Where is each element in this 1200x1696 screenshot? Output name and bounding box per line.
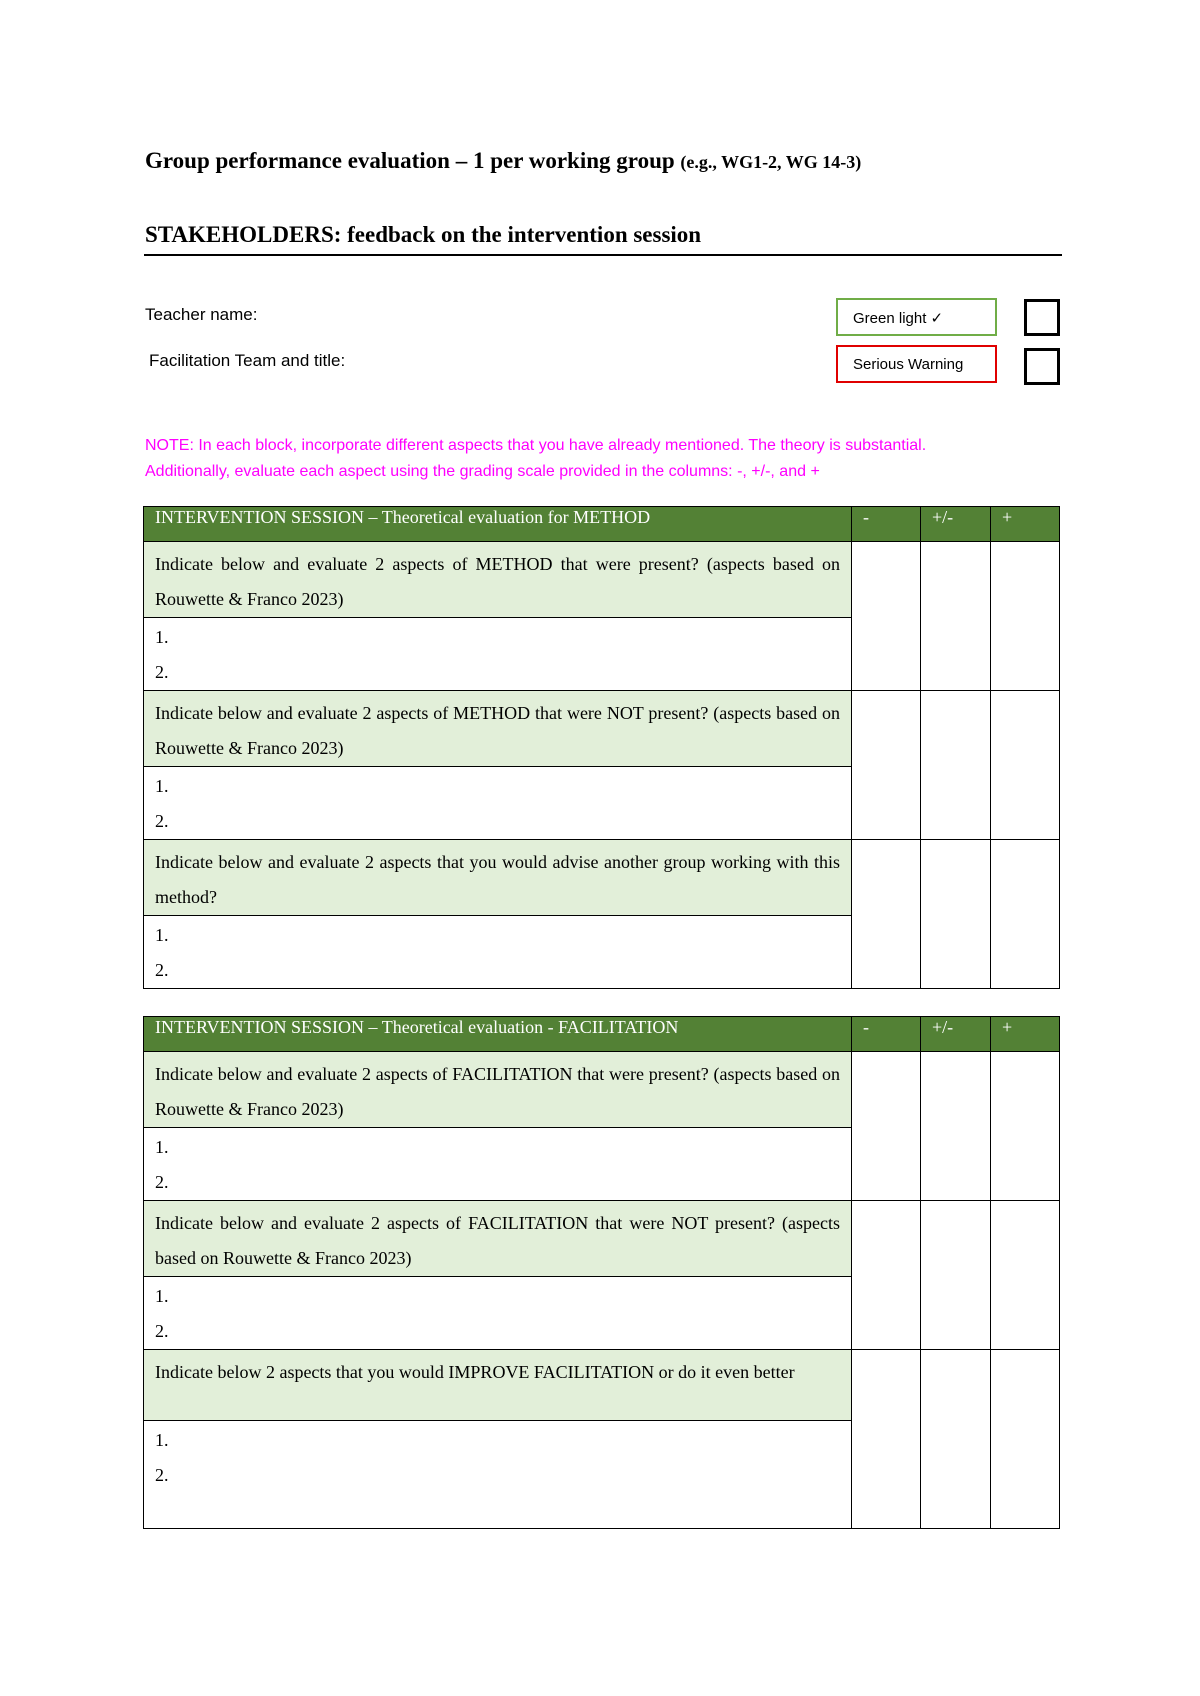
serious-warning-checkbox[interactable] bbox=[1024, 348, 1060, 385]
serious-warning-label: Serious Warning bbox=[836, 345, 997, 383]
grade-cell-neutral[interactable] bbox=[921, 542, 991, 691]
grade-cell-plus[interactable] bbox=[991, 1201, 1060, 1350]
grade-header-minus: - bbox=[852, 1017, 921, 1052]
answer-item: 1. bbox=[155, 776, 169, 796]
title-example: (e.g., WG1-2, WG 14-3) bbox=[680, 152, 862, 172]
question-row bbox=[144, 691, 1060, 767]
section-subtitle: STAKEHOLDERS: feedback on the intervention session bbox=[145, 222, 702, 247]
answer-item: 2. bbox=[155, 1465, 169, 1485]
grade-cell-minus[interactable] bbox=[852, 542, 921, 691]
title-main: Group performance evaluation – 1 per working group bbox=[145, 148, 675, 173]
note-line-2: Additionally, evaluate each aspect using the grading scale provided in the columns: -, +/-, and + bbox=[145, 463, 820, 480]
grade-cell-minus[interactable] bbox=[852, 840, 921, 989]
question-cell: Indicate below and evaluate 2 aspects of FACILITATION that were NOT present? (aspects based on Rouwette & Franco 2023) bbox=[144, 1201, 852, 1277]
note-line-1: NOTE: In each block, incorporate different aspects that you have already mentioned. The theory is substantial. bbox=[145, 437, 927, 454]
facilitation-evaluation-table bbox=[143, 1016, 1060, 1529]
grade-cell-plus[interactable] bbox=[991, 1350, 1060, 1529]
grade-cell-neutral[interactable] bbox=[921, 1201, 991, 1350]
question-row bbox=[144, 1052, 1060, 1128]
table-header: INTERVENTION SESSION – Theoretical evaluation - FACILITATION bbox=[144, 1017, 852, 1052]
grade-header-minus: - bbox=[852, 507, 921, 542]
green-light-label: Green light ✓ bbox=[836, 298, 997, 336]
answer-item: 1. bbox=[155, 1286, 169, 1306]
table-header-row bbox=[144, 507, 1060, 542]
question-row bbox=[144, 840, 1060, 916]
grade-cell-neutral[interactable] bbox=[921, 840, 991, 989]
grade-cell-plus[interactable] bbox=[991, 840, 1060, 989]
answer-item: 1. bbox=[155, 925, 169, 945]
answer-item: 2. bbox=[155, 960, 169, 980]
question-cell: Indicate below and evaluate 2 aspects of METHOD that were present? (aspects based on Rouwette & Franco 2023) bbox=[144, 542, 852, 618]
answer-cell[interactable] bbox=[144, 618, 852, 691]
green-light-checkbox[interactable] bbox=[1024, 299, 1060, 336]
teacher-name-label: Teacher name: bbox=[145, 305, 258, 324]
grade-header-neutral: +/- bbox=[921, 1017, 991, 1052]
answer-cell[interactable] bbox=[144, 1128, 852, 1201]
question-cell: Indicate below and evaluate 2 aspects of METHOD that were NOT present? (aspects based on Rouwette & Franco 2023) bbox=[144, 691, 852, 767]
grade-header-plus: + bbox=[991, 1017, 1060, 1052]
grade-header-neutral: +/- bbox=[921, 507, 991, 542]
answer-item: 2. bbox=[155, 1172, 169, 1192]
answer-cell[interactable] bbox=[144, 1421, 852, 1529]
facilitation-team-label: Facilitation Team and title: bbox=[149, 351, 346, 370]
answer-cell[interactable] bbox=[144, 916, 852, 989]
question-cell: Indicate below 2 aspects that you would IMPROVE FACILITATION or do it even better bbox=[144, 1350, 852, 1421]
grade-cell-plus[interactable] bbox=[991, 691, 1060, 840]
question-cell: Indicate below and evaluate 2 aspects that you would advise another group working with this method? bbox=[144, 840, 852, 916]
question-row bbox=[144, 542, 1060, 618]
grade-header-plus: + bbox=[991, 507, 1060, 542]
method-evaluation-table bbox=[143, 506, 1060, 989]
grade-cell-plus[interactable] bbox=[991, 542, 1060, 691]
question-row bbox=[144, 1350, 1060, 1421]
grade-cell-minus[interactable] bbox=[852, 1350, 921, 1529]
subtitle-underline bbox=[144, 254, 1062, 256]
answer-item: 1. bbox=[155, 627, 169, 647]
grade-cell-minus[interactable] bbox=[852, 1201, 921, 1350]
answer-item: 2. bbox=[155, 811, 169, 831]
note-text bbox=[145, 433, 1065, 485]
grade-cell-neutral[interactable] bbox=[921, 691, 991, 840]
answer-cell[interactable] bbox=[144, 1277, 852, 1350]
grade-cell-neutral[interactable] bbox=[921, 1052, 991, 1201]
grade-cell-minus[interactable] bbox=[852, 1052, 921, 1201]
grade-cell-minus[interactable] bbox=[852, 691, 921, 840]
table-header: INTERVENTION SESSION – Theoretical evaluation for METHOD bbox=[144, 507, 852, 542]
answer-item: 1. bbox=[155, 1137, 169, 1157]
table-header-row bbox=[144, 1017, 1060, 1052]
answer-item: 2. bbox=[155, 1321, 169, 1341]
answer-item: 2. bbox=[155, 662, 169, 682]
grade-cell-plus[interactable] bbox=[991, 1052, 1060, 1201]
answer-cell[interactable] bbox=[144, 767, 852, 840]
question-cell: Indicate below and evaluate 2 aspects of FACILITATION that were present? (aspects based on Rouwette & Franco 2023) bbox=[144, 1052, 852, 1128]
answer-item: 1. bbox=[155, 1430, 169, 1450]
page-title bbox=[145, 148, 861, 174]
grade-cell-neutral[interactable] bbox=[921, 1350, 991, 1529]
question-row bbox=[144, 1201, 1060, 1277]
